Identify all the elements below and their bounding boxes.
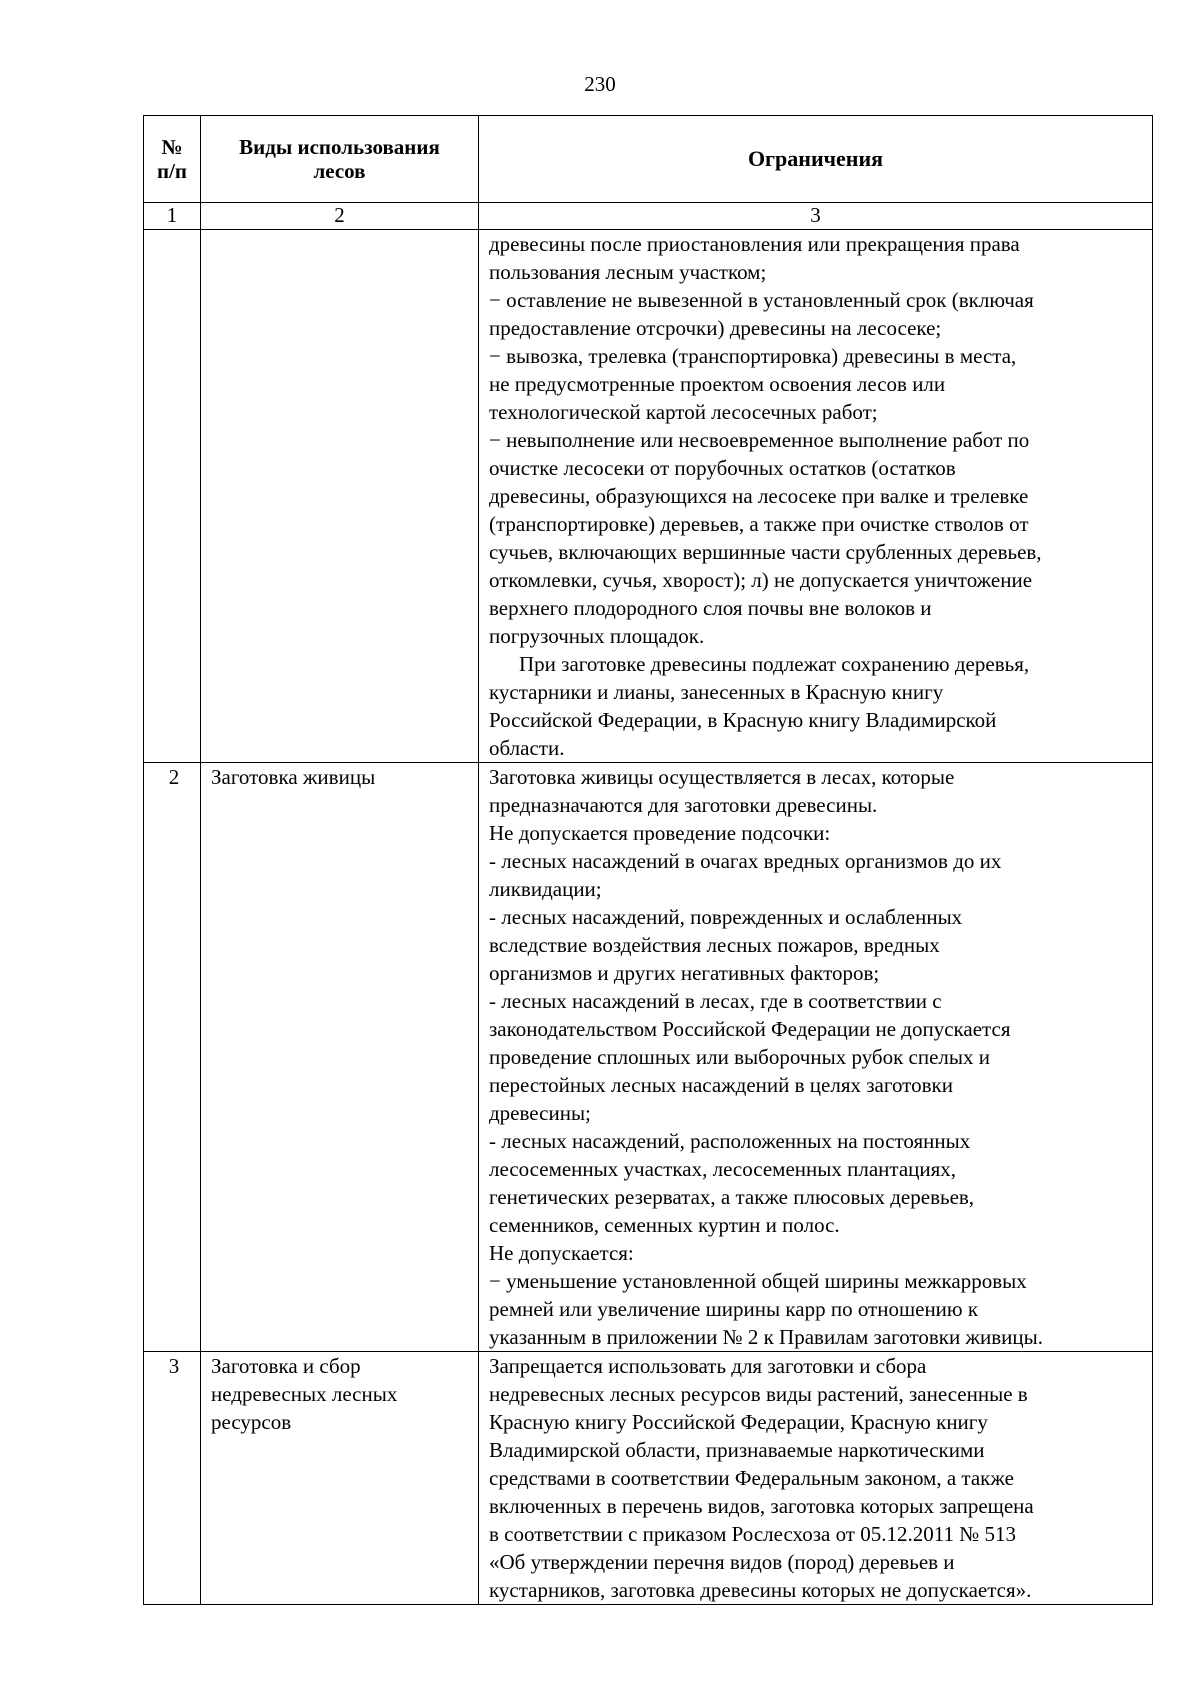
forest-use-type	[201, 1352, 479, 1605]
restriction-line: в соответствии с приказом Рослесхоза от 05.12.2011 № 513	[489, 1522, 1016, 1546]
forest-use-type	[201, 763, 479, 1352]
header-type-line: лесов	[313, 159, 366, 183]
restriction-line: − уменьшение установленной общей ширины межкарровых	[489, 1269, 1027, 1293]
table-row	[144, 230, 1153, 763]
forest-use-type-line: недревесных лесных	[211, 1382, 398, 1406]
restriction-line: древесины после приостановления или прекращения права	[489, 232, 1020, 256]
table-row	[144, 1352, 1153, 1605]
restriction-line: указанным в приложении № 2 к Правилам заготовки живицы.	[489, 1325, 1043, 1349]
restriction-line: пользования лесным участком;	[489, 260, 767, 284]
restriction-line: генетических резерватах, а также плюсовых деревьев,	[489, 1185, 975, 1209]
restriction-line: кустарники и лианы, занесенных в Красную книгу	[489, 680, 944, 704]
restriction-line: Красную книгу Российской Федерации, Красную книгу	[489, 1410, 988, 1434]
restriction-line: не предусмотренные проектом освоения лесов или	[489, 372, 946, 396]
restriction-line: - лесных насаждений, поврежденных и ослабленных	[489, 905, 963, 929]
restriction-line: организмов и других негативных факторов;	[489, 961, 880, 985]
column-number: 1	[144, 203, 201, 230]
restriction-line: сучьев, включающих вершинные части срубленных деревьев,	[489, 540, 1042, 564]
restriction-line: ремней или увеличение ширины карр по отношению к	[489, 1297, 979, 1321]
restriction-line: предоставление отсрочки) древесины на лесосеке;	[489, 316, 942, 340]
restriction-line: недревесных лесных ресурсов виды растений, занесенные в	[489, 1382, 1028, 1406]
forest-use-type-line: Заготовка живицы	[211, 765, 376, 789]
page-number: 230	[584, 72, 616, 96]
restriction-line: − оставление не вывезенной в установленный срок (включая	[489, 288, 1034, 312]
column-number: 2	[201, 203, 479, 230]
restriction-line: кустарников, заготовка древесины которых не допускается».	[489, 1578, 1032, 1602]
table-body	[144, 230, 1153, 1605]
header-forest-use-type	[201, 116, 479, 203]
restriction-line: верхнего плодородного слоя почвы вне волоков и	[489, 596, 932, 620]
forest-use-type	[201, 230, 479, 763]
restriction-line: откомлевки, сучья, хворост); л) не допускается уничтожение	[489, 568, 1033, 592]
restriction-line: технологической картой лесосечных работ;	[489, 400, 878, 424]
restriction-line: очистке лесосеки от порубочных остатков (остатков	[489, 456, 956, 480]
restriction-line: древесины;	[489, 1101, 591, 1125]
header-num	[144, 116, 201, 203]
restriction-line: включенных в перечень видов, заготовка которых запрещена	[489, 1494, 1034, 1518]
restriction-line: Заготовка живицы осуществляется в лесах, которые	[489, 765, 955, 789]
restriction-line: − вывозка, трелевка (транспортировка) древесины в места,	[489, 344, 1017, 368]
restrictions-text	[479, 230, 1153, 763]
restriction-line: области.	[489, 736, 565, 760]
restriction-line: лесосеменных участках, лесосеменных плантациях,	[489, 1157, 957, 1181]
restriction-line: − невыполнение или несвоевременное выполнение работ по	[489, 428, 1030, 452]
restriction-line: «Об утверждении перечня видов (пород) деревьев и	[489, 1550, 955, 1574]
row-number: 2	[144, 763, 201, 1352]
restrictions-text	[479, 763, 1153, 1352]
restriction-line: погрузочных площадок.	[489, 624, 705, 648]
header-type-line: Виды использования	[239, 135, 440, 159]
restriction-line: семенников, семенных куртин и полос.	[489, 1213, 840, 1237]
restriction-line: При заготовке древесины подлежат сохранению деревья,	[519, 652, 1030, 676]
restriction-line: Российской Федерации, в Красную книгу Владимирской	[489, 708, 997, 732]
restriction-line: вследствие воздействия лесных пожаров, вредных	[489, 933, 940, 957]
restriction-line: Запрещается использовать для заготовки и сбора	[489, 1354, 927, 1378]
column-number-row	[144, 203, 1153, 230]
restriction-line: законодательством Российской Федерации не допускается	[489, 1017, 1011, 1041]
header-num-line: п/п	[156, 159, 188, 183]
restriction-line: Не допускается проведение подсочки:	[489, 821, 831, 845]
restriction-line: (транспортировке) деревьев, а также при очистке стволов от	[489, 512, 1029, 536]
header-restrictions: Ограничения	[479, 116, 1153, 203]
forest-use-type-line: Заготовка и сбор	[211, 1354, 361, 1378]
table-row	[144, 763, 1153, 1352]
restriction-line: - лесных насаждений в лесах, где в соответствии с	[489, 989, 942, 1013]
restriction-line: средствами в соответствии Федеральным законом, а также	[489, 1466, 1014, 1490]
restriction-line: предназначаются для заготовки древесины.	[489, 793, 878, 817]
restriction-line: проведение сплошных или выборочных рубок спелых и	[489, 1045, 991, 1069]
table-header-row	[144, 116, 1153, 203]
restriction-line: - лесных насаждений, расположенных на постоянных	[489, 1129, 971, 1153]
header-num-line: №	[161, 135, 183, 159]
row-number: 3	[144, 1352, 201, 1605]
restriction-line: - лесных насаждений в очагах вредных организмов до их	[489, 849, 1002, 873]
restrictions-text	[479, 1352, 1153, 1605]
restriction-line: Владимирской области, признаваемые наркотическими	[489, 1438, 985, 1462]
forest-use-type-line: ресурсов	[211, 1410, 292, 1434]
restrictions-table	[143, 115, 1153, 1605]
row-number	[144, 230, 201, 763]
restriction-line: ликвидации;	[489, 877, 602, 901]
column-number: 3	[479, 203, 1153, 230]
restriction-line: Не допускается:	[489, 1241, 634, 1265]
restriction-line: перестойных лесных насаждений в целях заготовки	[489, 1073, 953, 1097]
restriction-line: древесины, образующихся на лесосеке при валке и трелевке	[489, 484, 1029, 508]
